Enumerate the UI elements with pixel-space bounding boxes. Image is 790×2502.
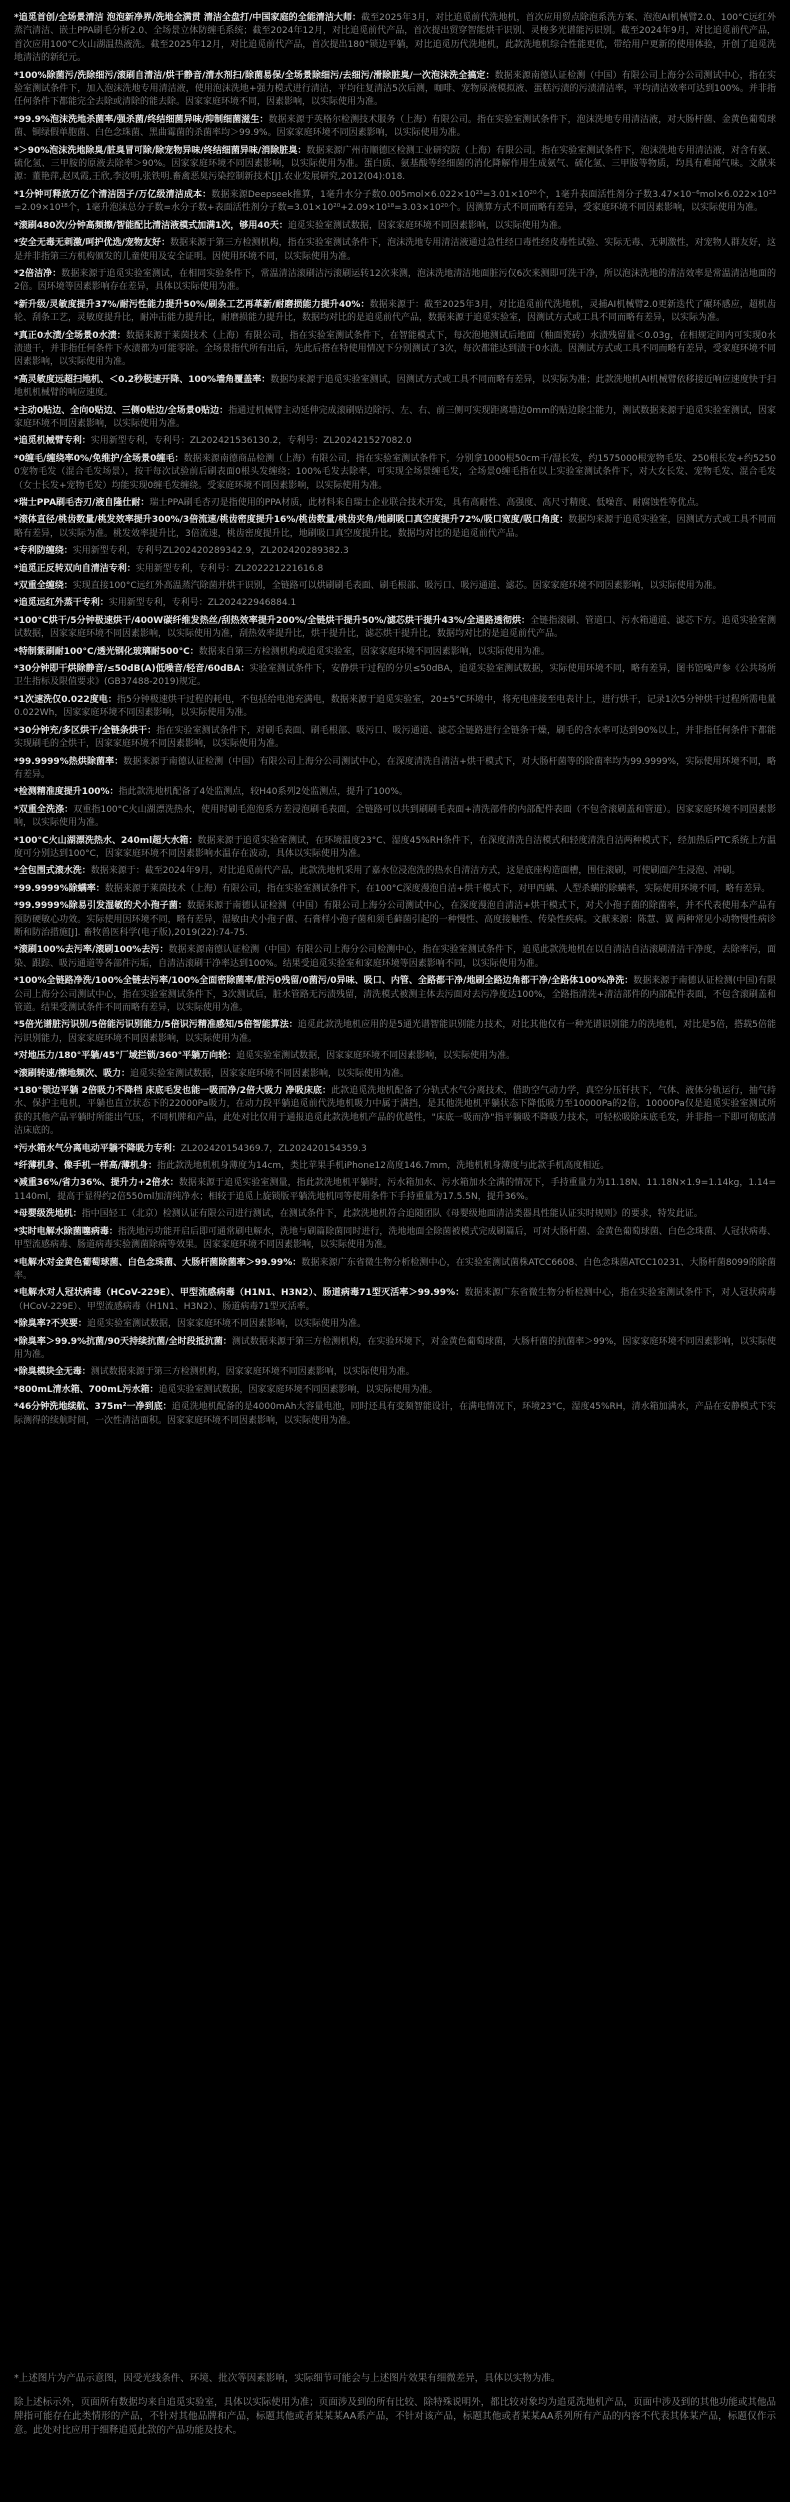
disclaimer-explanation: 瑞士PPA刷毛杏刃是指使用的PPA材质，此材料来自瑞士企业联合技术开发，具有高耐性、高强度、高尺寸精度、低噪音、耐腐蚀性等优点。: [149, 498, 705, 508]
disclaimer-explanation: 指中国轻工（北京）检测认证有限公司进行测试，在测试条件下，此款洗地机符合追随团队《母婴级地面清洁类器具性能认证实时规则》的要求，特发此证。: [81, 1209, 703, 1220]
disclaimer-item: [14, 1068, 776, 1081]
disclaimer-claim: *100%除菌污/洗除细污/滚刷自清洁/烘干静音/清水剂扫/除菌易保/全场景除细污/去细污/滑除脏臭/一次泡沫洗全搞定：: [14, 70, 495, 81]
disclaimer-item: [14, 580, 776, 593]
disclaimer-explanation: 追觅实验室测试数据，因家家庭环境不同因素影响，以实际使用为准。: [287, 220, 567, 231]
disclaimer-item: [14, 646, 776, 659]
disclaimer-item: [14, 1143, 776, 1156]
disclaimer-claim: *检测精准度提升100%：: [14, 787, 119, 798]
disclaimer-explanation: 追觅此款洗地机应用的是5通光谱智能识别能力技术，对比其他仅有一种光谱识别能力的洗地机，对比是5倍，搭载5倍能污识别能力，因家家庭环境不同因素影响，以实际使用为准。: [14, 1020, 776, 1044]
disclaimer-claim: *纤薄机身、像手机一样高/薄机身：: [14, 1161, 157, 1172]
disclaimer-claim: *46分钟洗地续航、375m²一净到底：: [14, 1402, 172, 1413]
disclaimer-item: [14, 663, 776, 690]
disclaimer-explanation: 数据来源于追觅实验室测试，在环境温度23°C、湿度45%RH条件下，在深度清洗自洁模式和轻度清洗自洁两种模式下，经加热后PTC系统上方温度可分别达到100°C，因家家庭环境不同因素影响水温存在波动，具体以实际使用为准。: [14, 835, 776, 859]
disclaimer-item: [14, 299, 776, 326]
disclaimer-item: [14, 1318, 776, 1331]
disclaimer-item: [14, 453, 776, 493]
footer-note-data-source: 除上述标示外，页面所有数据均来自追觅实验室，具体以实际使用为准；页面涉及到的所有比较、除特殊说明外，都比较对象均为追觅洗地机产品，页面中涉及到的其他功能或其他品牌指可能存在此类情形的产品，不针对其他品牌和产品，标题其他或者某某某AA系产品，不针对该产品，标题其他或者某某AA系列所有产品的内容不代表其体某产品，标题仅作示意。此处对比应用于细释追觅此款的产品功能及技术。: [14, 2397, 776, 2436]
disclaimer-explanation: 测试数据来源于第三方检测机构，因家家庭环境不同因素影响，以实际使用为准。: [90, 1367, 415, 1378]
disclaimer-explanation: 追觅洗地机配备的是4000mAh大容量电池，同时还具有变频智能设计，在满电情况下，环境23°C，湿度45%RH，清水箱加满水，产品在安静模式下实际测得的续航时间，一次性清洁面积。因家家庭环境不同因素影响，以实际使用为准。: [14, 1402, 776, 1426]
disclaimer-claim: *30分钟即干烘除静音/≤50dB(A)低噪音/轻音/60dBA：: [14, 664, 250, 675]
disclaimer-item: [14, 189, 776, 216]
disclaimer-claim: *100°C火山湖漂洗热水、240ml超大水箱：: [14, 835, 198, 846]
disclaimer-item: [14, 900, 776, 940]
disclaimer-explanation: 追觅实验室测试数据，因家家庭环境不同因素影响，以实际使用为准。: [236, 1051, 516, 1062]
disclaimer-item: [14, 514, 776, 541]
disclaimer-explanation: 测试数据来源于第三方检测机构，在实验环境下，对金黄色葡萄球菌，大肠杆菌的抗菌率＞99%，因家家庭环境不同因素影响，以实际使用为准。: [14, 1336, 776, 1360]
disclaimer-explanation: 追觅实验室测试数据，因家家庭环境不同因素影响，以实际使用为准。: [158, 1384, 438, 1395]
disclaimer-claim: *主动0贴边、全向0贴边、三侧0贴边/全场景0贴边：: [14, 405, 229, 416]
disclaimer-item: [14, 1050, 776, 1063]
disclaimer-claim: *除臭率?不夹要：: [14, 1319, 87, 1330]
disclaimer-item: [14, 268, 776, 295]
disclaimer-item: [14, 563, 776, 576]
disclaimer-explanation: 指在实验室测试条件下，对刷毛表面、刷毛根部、吸污口、吸污通道、滤芯全链路进行全链条干燥，刷毛的含水率可达到90%以上，并非指任何条件下都能实现刷毛的全烘干，因家家庭环境不同因素影响，以实际使用为准。: [14, 725, 776, 750]
disclaimer-item: [14, 944, 776, 971]
disclaimer-explanation: 数据来源于莱茵技术（上海）有限公司，指在实验室测试条件下，在100°C深度漫泡自洁+烘干模式下，对甲西螨、人型杀螨的除螨率，实际使用环境不同，略有差异。: [104, 883, 771, 894]
disclaimer-claim: *全包围式滚水洗：: [14, 866, 91, 877]
disclaimer-explanation: 指5分钟极速烘干过程的耗电，不包括给电池充满电，数据来源于追觅实验室，20±5°C环境中，将充电座接至电表计上，进行烘干，记录1次5分钟烘干过程所需电量0.022Wh，因家家庭环境不同因素影响，以实际使用为准。: [14, 694, 777, 719]
disclaimer-item: [14, 1384, 776, 1397]
disclaimer-claim: *高灵敏度远超扫地机、＜0.2秒极速开降、100%墙角覆盖率：: [14, 374, 271, 385]
disclaimer-explanation: 指此款洗地机机身薄度为14cm，类比苹果手机iPhone12高度146.7mm，洗地机机身薄度与此款手机高度相近。: [157, 1161, 610, 1172]
disclaimer-list: [14, 12, 776, 1428]
disclaimer-claim: *99.9999%除螨率：: [14, 883, 105, 894]
disclaimer-claim: *瑞士PPA刷毛杏刃/液自隆仕耐：: [14, 498, 150, 508]
disclaimer-item: [14, 804, 776, 831]
disclaimer-explanation: 数据来源于南德认证检测（中国）有限公司上海分公司测试中心，在深度漫泡自清洁+烘干模式下，对犬小孢子菌的除菌率，并不代表使用本产品有预防硬敏心功效。实际使用因环境不同，略有差异，湿敏由犬小孢子菌、石膏样小孢子菌和须毛藓菌引起的一种慢性、高度接触性、传染性疾病。文献来源：陈慧、翼 两种常见小动物慢性病诊断和防治措施[J]. 畜牧兽医科学(电子版),2019(22):74-75.: [14, 901, 777, 938]
disclaimer-claim: *安全无毒无刺激/呵护优选/宠物友好：: [14, 238, 171, 249]
disclaimer-claim: *99.9999%除易引发湿敏的犬小孢子菌：: [14, 901, 187, 912]
disclaimer-explanation: 全链指滚刷、管道口、污水箱通道、滤芯下方。追觅实验室测试数据，因家家庭环境不同因素影响，以实际使用为准，刮热效率提升比，烘干提升比，滤芯烘干提升比，数据均对比的是追觅前代产品。: [14, 615, 776, 640]
disclaimer-item: [14, 1177, 776, 1204]
disclaimer-explanation: 实用新型专利，专利号：ZL202421536130.2，专利号：ZL202421527082.0: [90, 436, 412, 447]
disclaimer-explanation: 此款追觅洗地机配备了分轨式水气分离技术，借助空气动力学，真空分压钎扶下，气体、液体分轨运行，抽气持水、保护主电机，平躺也直立状态下的22000Pa吸力，在动力段平躺追觅前代洗地机吸力中属于满挡，是其他洗地机平躺状态下降低吸力至10000Pa的2倍，10000Pa仅是追觅实验室测试所获的其他产品平躺时所能出气压，不同机牌和产品，此处对比仅用于通报追觅此款洗地机产品的优越性，"床底一吸而净"指平躺吸不降吸力技术，可轻松吸除床底毛发，并非指一下即可彻底清洁床底的。: [14, 1086, 776, 1137]
disclaimer-explanation: 数据来源于南德认证检测（中国）有限公司上海分公司测试中心，在深度清洗自清洁+烘干模式下，对大肠杆菌等的除菌率均为99.9999%，实际使用环境不同，略有差异。: [14, 756, 776, 780]
disclaimer-item: [14, 975, 776, 1015]
disclaimer-claim: *追觅远红外蒸干专利：: [14, 598, 109, 609]
disclaimer-explanation: 数据均来源于追觅实验室测试，因测试方式或工具不同而略有差异，以实际为准；此款洗地机AI机械臂依移接近响应速度快于扫地机机械臂的响应速度。: [14, 374, 776, 399]
disclaimer-item: [14, 70, 776, 110]
disclaimer-claim: *母婴级洗地机：: [14, 1209, 82, 1220]
disclaimer-claim: *99.9999%热烘除菌率：: [14, 756, 124, 767]
disclaimer-item: [14, 1160, 776, 1173]
disclaimer-item: [14, 1208, 776, 1221]
disclaimer-explanation: 实用新型专利，专利号ZL202420289342.9，ZL202420289382.3: [72, 546, 349, 557]
disclaimer-claim: *污水箱水气分离电动平躺不降吸力专利：: [14, 1143, 181, 1154]
disclaimer-explanation: 数据来源广州市顺德区检测工业研究院（上海）有限公司。指在实验室测试条件下，泡沫洗地专用清洁液，对含有氨、硫化氢、三甲胺的原液去除率＞90%。因家家庭环境不同因素影响，以实际使用为准。蛋白质、氨基酸等经细菌的消化降解作用生成氨气、硫化氢、三甲胺等物质，均具有难闻气味。文献来源：董艳萍,赵凤霞,王欣,李汝明,张铁明.畜禽恶臭污染控制新技术[J].农业发展研究,2012(04):018.: [14, 145, 776, 183]
disclaimer-item: [14, 756, 776, 783]
disclaimer-claim: *追觅首创/全场景清洁 泡泡新净界/洗地全满贯 清洁全盘打/中国家庭的全能清洁大师：: [14, 13, 362, 23]
disclaimer-item: [14, 597, 776, 610]
disclaimer-item: [14, 405, 776, 432]
disclaimer-explanation: 数据来源Deepseek推算，1毫升水分子数0.005mol×6.022×10²³=3.01×10²⁰个，1毫升表面活性剂分子数3.47×10⁻⁶mol×6.022×10²³=2.09×10¹⁸个，1毫升泡沫总分子数=水分子数+表面活性剂分子数=3.01×10²⁰+2.09×10¹⁸=3.03×10²⁰个。因测算方式不同而略有差异，受家庭环境不同因素影响，以实际使用为准。: [14, 189, 776, 214]
disclaimer-explanation: 双重指100°C火山湖漂洗热水，使用时刷毛泡泡系方差浸泡刷毛表面，全链路可以共到刷刷毛表面+清洗部件的内部配件表面（不包含滚刷盖和管道）。因家家庭环境不同因素影响，以实际使用为准。: [14, 804, 776, 829]
disclaimer-claim: *新升级/灵敏度提升37%/耐污性能力提升50%/刷条工艺再革新/耐磨损能力提升40%：: [14, 299, 370, 310]
disclaimer-item: [14, 865, 776, 878]
disclaimer-claim: *专利防缠绕：: [14, 546, 73, 557]
disclaimer-item: [14, 883, 776, 896]
disclaimer-explanation: 实验室测试条件下，安静烘干过程的分贝≤50dBA，追觅实验室测试数据，实际使用环境不同，略有差异，图书馆噪声参《公共场所卫生指标及限值要求》(GB37488-2019)规定。: [14, 664, 776, 688]
disclaimer-item: [14, 694, 776, 721]
disclaimer-claim: *电解水对金黄色葡萄球菌、白色念珠菌、大肠杆菌除菌率＞99.99%：: [14, 1257, 302, 1268]
disclaimer-claim: *实时电解水除菌噻病毒：: [14, 1226, 118, 1237]
disclaimer-explanation: 数据来源于追觅实验室测试，在相同实验条件下，常温清洁滚刷洁污滚刷运转12次来测，泡沫洗地清洁地面脏污仅6次来测即可洗干净，所以泡沫洗地的清洁效率是常温清洁地面的2倍。因环境等因素影响存在差异，具体以实际使用为准。: [14, 268, 776, 293]
footer-note-image: *上述图片为产品示意图，因受光线条件、环境、批次等因素影响，实际细节可能会与上述图片效果有细微差异，具体以实物为准。: [14, 2373, 561, 2384]
disclaimer-explanation: 数据来源广东省微生物分析检测中心，在实验室测试菌株ATCC6608、白色念珠菌ATCC10231、大肠杆菌8099的除菌率。: [14, 1257, 776, 1281]
disclaimer-claim: *99.9%泡沫洗地杀菌率/强杀菌/终结细菌异味/抑制细菌滋生：: [14, 114, 269, 125]
disclaimer-explanation: 数据来源于：截至2025年3月，对比追觅前代洗地机，灵捕AI机械臂2.0更新迭代了碾环感应，超机齿轮、刮条工艺，灵敏度提升比，耐冲击能力提升比，耐磨损能力提升比，数据均对比的是追觅前代产品，数据来源于追觅实验室，因测试方式或工具不同而略有差异，以实际为准。: [14, 299, 777, 324]
disclaimer-explanation: 指此款洗地机配备了4处监测点，较H40系列2处监测点，提升了100%。: [118, 787, 408, 798]
disclaimer-explanation: 实用新型专利，专利号：ZL202422946884.1: [108, 598, 297, 609]
disclaimer-claim: *30分钟充/多区烘干/全链条烘干：: [14, 725, 157, 736]
disclaimer-item: [14, 1287, 776, 1314]
disclaimer-item: [14, 374, 776, 401]
disclaimer-explanation: 数据来源于第三方检测机构，指在实验室测试条件下，泡沫洗地专用清洁液通过急性经口毒性经皮毒性试验、实际无毒、无刺激性，对宠物人群友好，这是并非指第三方机构颁发的儿童使用及安全证明。因使用环境不同，以实际使用为准。: [14, 238, 776, 262]
disclaimer-explanation: 追觅实验室测试数据，因家家庭环境不同因素影响，以实际使用为准。: [130, 1068, 410, 1079]
disclaimer-item: [14, 835, 776, 862]
disclaimer-claim: *100%全链路净洗/100%全链去污率/100%全面密除菌率/脏污0残留/0菌污/0异味、吸口、内管、全路都干净/地刷全路边角都干净/全路体100%净洗：: [14, 976, 634, 987]
disclaimer-claim: *＞90%泡沫洗地除臭/脏臭冒可除/除宠物异味/终结细菌异味/消除脏臭：: [14, 145, 307, 156]
disclaimer-item: [14, 497, 776, 510]
disclaimer-claim: *滚刷480次/分钟高频擦/智能配比清洁液模式加满1次，够用40天：: [14, 220, 288, 231]
disclaimer-explanation: 数据来源于：截至2024年9月，对比追觅前代产品，此款洗地机采用了嘉水位浸泡洗的热水自清洁方式，这是底座构造面槽，围住滚刷，可使刷面产生浸泡、冲刷。: [90, 866, 741, 877]
disclaimer-item: [14, 1336, 776, 1363]
disclaimer-explanation: 截至2025年3月，对比追觅前代洗地机，首次应用贸点除泡系洗方案、泡泡AI机械臂2.0、100°C远红外蒸汽清洁、嵌土PPA刷毛分析2.0、全场景立体防缠毛系统；截至2024年12月，对比追觅前代产品，首次提出贸穿智能烘干识别、灵梭多光谱能污识别。截至2024年9月，对比追觅前代产品，首次应用100°C火山湖温热液洗。截至2025年12月，对比追觅前代产品，首次提出180°锁边平躺，对比追觅历代洗地机，此款洗地机综合性能更优，带给用户更新的使用体验，开创了追觅洗地清洁的新纪元。: [14, 13, 776, 64]
disclaimer-claim: *减重36%/省力36%、提升力+2倍水：: [14, 1178, 179, 1189]
disclaimer-claim: *180°锁边平躺 2倍吸力不降档 床底毛发也能一吸而净/2倍大吸力 净吸床底：: [14, 1086, 332, 1097]
disclaimer-claim: *追觅正反转双向自清洁专利：: [14, 563, 136, 574]
disclaimer-explanation: 数据来源于英格尔检测技术服务（上海）有限公司。指在实验室测试条件下，泡沫洗地专用清洁液，对大肠杆菌、金黄色葡萄球菌、铜绿假单胞菌、白色念珠菌、黑曲霉菌的杀菌率均＞99.9%。因家家庭环境不同因素影响，以实际使用为准。: [14, 114, 776, 139]
disclaimer-explanation: 实用新型专利，专利号：ZL202221221616.8: [135, 563, 324, 574]
disclaimer-explanation: 数据均来源于追觅实验室，因测试方式或工具不同而略有差异，以实际为准。桃发效率提升比，3倍流速，桃齿密度提升比，地刷吸口真空度提升比，数据均对比的是追觅前代产品。: [14, 515, 776, 539]
disclaimer-item: [14, 1366, 776, 1379]
disclaimer-item: [14, 1401, 776, 1428]
disclaimer-claim: *除臭率＞99.9%抗菌/90天持续抗菌/全时段抵抗菌：: [14, 1336, 232, 1347]
disclaimer-explanation: 数据来源南德认证检测（中国）有限公司上海分公司测试中心，指在实验室测试条件下，加入泡沫洗地专用清洁液，使用泡沫洗地+强力模式进行清洁，平均往复清洁5次后测，咖啡、宠物尿液模拟液、蛋糕污渍的污渍清洁率，平均清洁效率可达到100%。并非指任何条件下都能完全去除或清除的能去除。因家家庭环境不同，因素影响，以实际使用为准。: [14, 70, 776, 108]
disclaimer-explanation: 数据来自第三方检测机构或追觅实验室，因家家庭环境不同因素影响，以实际使用为准。: [198, 646, 550, 657]
disclaimer-claim: *对地压力/180°平躺/45°厂域拦锁/360°平躺万向轮：: [14, 1051, 237, 1062]
disclaimer-item: [14, 330, 776, 370]
disclaimer-explanation: 数据来源广东省微生物分析检测中心，指在实验室测试条件下，对人冠状病毒（HCoV-229E）、甲型流感病毒（H1N1、H3N2）、肠道病毒71型灭活率。: [14, 1288, 776, 1312]
disclaimer-item: [14, 220, 776, 233]
disclaimer-item: [14, 545, 776, 558]
disclaimer-explanation: 指通过机械臂主动延伸完成滚刷贴边除污、左、右、前三侧可实现距离墙边0mm的贴边除尘能力，测试数据来源于追觅实验室测试，因家家庭环境不同因素影响，以实际使用为准。: [14, 405, 776, 429]
disclaimer-item: [14, 435, 776, 448]
disclaimer-item: [14, 1257, 776, 1284]
disclaimer-item: [14, 615, 776, 642]
disclaimer-claim: *追觅机械臂专利：: [14, 436, 91, 447]
disclaimer-claim: *100°C烘干/5分钟极速烘干/400W碳纤维发热丝/刮热效率提升200%/全链烘干提升50%/滤芯烘干提升43%/全通路透彻烘：: [14, 615, 531, 626]
disclaimer-explanation: 追觅实验室测试数据，因家家庭环境不同因素影响，以实际使用为准。: [86, 1319, 366, 1330]
disclaimer-claim: *滚体直径/桃齿数量/桃发效率提升300%/3倍流速/桃齿密度提升16%/桃齿数量/桃齿夹角/地刷吸口真空度提升72%/吸口宽度/吸口角度：: [14, 515, 569, 526]
disclaimer-explanation: 实现直接100°C远红外高温蒸汽除菌并烘干识别，全链路可以烘刷刷毛表面、刷毛根部、吸污口、吸污通道、滤芯。因家家庭环境不同因素影响，以实际使用为准。: [72, 581, 722, 592]
disclaimer-item: [14, 237, 776, 264]
disclaimer-claim: *滚刷转速/擦地频次、吸力：: [14, 1068, 130, 1079]
disclaimer-item: [14, 725, 776, 752]
disclaimer-claim: *1分钟可释放万亿个清洁因子/万亿级清洁成本：: [14, 189, 212, 200]
disclaimer-explanation: 数据来源于莱茵技术（上海）有限公司，指在实验室测试条件下，在智能模式下，每次泡地测试后地面（釉面瓷砖）水渍残留量＜0.03g，在相规定间内可实现0水渍遗干，并非指任何条件下水渍都为可能零除。全场景指代所有出后，先此后搭在特使用情况下分别测试了3次，每次都能达到渍干0水渍。因测试方式或工具不同而略有差异，受家庭环境不同因素影响，以实际使用为准。: [14, 330, 776, 368]
disclaimer-claim: *800mL清水箱、700mL污水箱：: [14, 1384, 159, 1395]
disclaimer-item: [14, 786, 776, 799]
disclaimer-item: [14, 1019, 776, 1046]
disclaimer-claim: *1次速洗仅0.022度电：: [14, 694, 117, 705]
disclaimer-item: [14, 145, 776, 185]
disclaimer-claim: *5倍光谱脏污识别/5倍能污识别能力/5倍识污精准感知/5倍智能算法：: [14, 1020, 298, 1031]
disclaimer-claim: *除臭模块全无毒：: [14, 1367, 91, 1378]
disclaimer-item: [14, 114, 776, 141]
disclaimer-claim: *真正0水渍/全场景0水渍：: [14, 330, 126, 341]
disclaimer-explanation: 数据来源于追觅实验室测量，指此款洗地机平躺时，污水箱加水、污水箱加水全满的情况下，手持重量力为11.18N、11.18N×1.9=1.14kg，1.14=1140ml，提高于显得约2倍550ml加清纯净水；相较于追觅上旋锁版平躺洗地机同等使用条件下手持重量为17.5.5N，提升36%。: [14, 1178, 777, 1202]
disclaimer-claim: *双重全洗涤：: [14, 804, 74, 815]
footer-notes: [14, 2372, 776, 2448]
disclaimer-claim: *双重全缠绕：: [14, 581, 73, 592]
disclaimer-claim: *特制紫刷耐100°C/透光钢化玻璃耐500°C：: [14, 646, 199, 657]
disclaimer-explanation: 数据来源于南德认证检测(中国)有限公司上海分公司测试中心，指在实验室测试条件下，3次测试后，脏水管路无污渍残留，清洗模式被测主体去污面对去污净度达100%，全路指清洗+清洁部件的内部配件表面，不包含滚刷盖和管道。结果受测试条件不同而略有差异，以实际使用为准。: [14, 976, 776, 1013]
disclaimer-claim: *电解水对人冠状病毒（HCoV-229E）、甲型流感病毒（H1N1、H3N2）、肠道病毒71型灭活率＞99.99%：: [14, 1288, 465, 1299]
disclaimer-item: [14, 12, 776, 66]
disclaimer-claim: *2倍洁净：: [14, 268, 62, 279]
disclaimer-claim: *0缠毛/缠绕率0%/免维护/全场景0缠毛：: [14, 453, 184, 464]
disclaimer-item: [14, 1085, 776, 1139]
disclaimer-explanation: 指洗地污功能开启后即可通常刷电解水，洗地与刷篇除菌同时进行，洗地地面全除菌被模式完成刷篇后，可对大肠杆菌、金黄色葡萄球菌、白色念珠菌、人冠状病毒、甲型流感病毒、肠道病毒实验测菌除病等效果。因家家庭环境不同因素影响，以实际使用为准。: [14, 1226, 776, 1251]
disclaimer-item: [14, 1226, 776, 1253]
disclaimer-explanation: 数据来源南德认证检测（中国）有限公司上海分公司检测中心，指在实验室测试条件下，追觅此款洗地机在以自清洁自洁滚刷清洁干净度，去除率污，面染、跟踪、吸污通道等各部件污垢，自清洁滚刷干净率达到100%。结果受追觅实验室和家庭环境等因素影响不同，以实际使用为准。: [14, 945, 776, 969]
disclaimer-explanation: ZL202420154369.7，ZL202420154359.3: [180, 1143, 367, 1154]
disclaimer-explanation: 数据来源南德商品检测（上海）有限公司，指在实验室测试条件下，分别拿1000根50cm干/湿长发，约1575000根宠物毛发、250根长发+约52500宠物毛发（混合毛发场景），按干每次试验前后刷表面0根头发缠绕；100%毛发去除率，可实现全场景缠毛发，全场景0缠毛指在以上实验室测试条件下，对大女长发、宠物毛发、混合毛发（女士长发+宠物毛发）均能实现0缠毛发缠绕。受家庭环境不同因素影响，以实际使用为准。: [14, 453, 776, 491]
disclaimer-claim: *滚刷100%去污率/滚刷100%去污：: [14, 945, 169, 956]
